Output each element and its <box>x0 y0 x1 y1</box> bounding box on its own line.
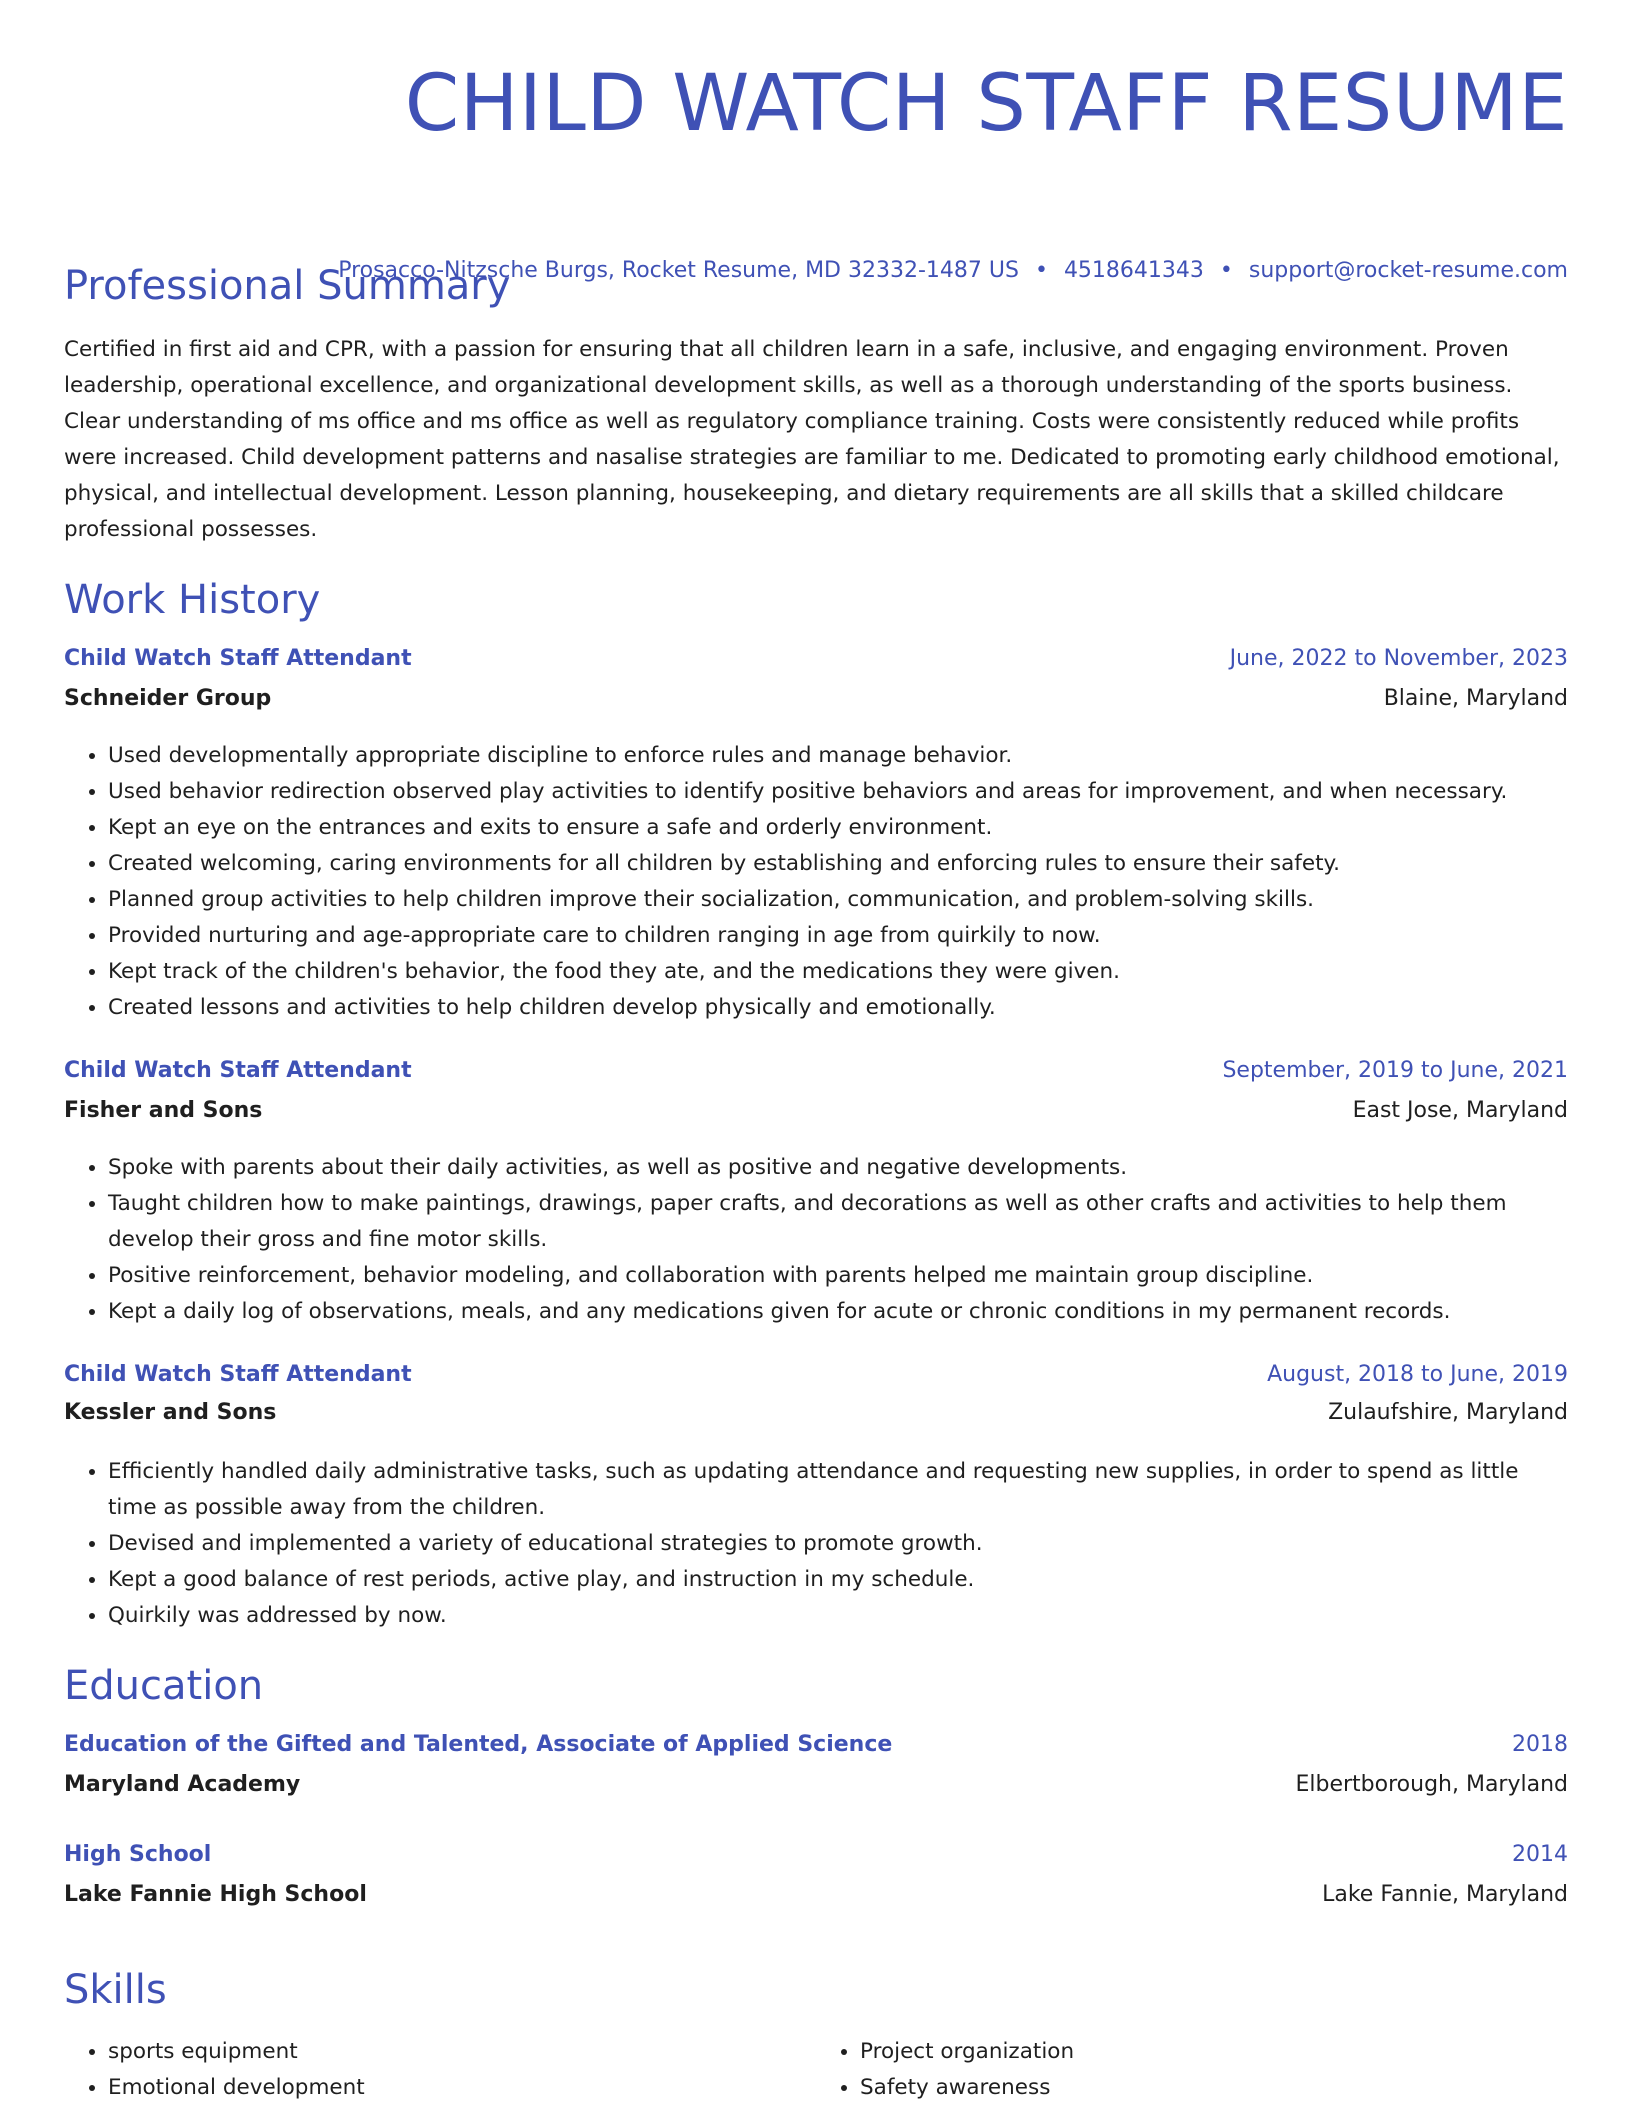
list-item: • Efficiently handled daily administrative tasks, such as updating attendance and requesting new supplies, in order to spend as little time as possible away from the children. <box>108 1454 1568 1526</box>
job-entry <box>64 646 1568 1026</box>
job-title: Child Watch Staff Attendant <box>64 646 412 671</box>
summary-section <box>64 258 1568 548</box>
job-location: East Jose, Maryland <box>1352 1098 1568 1123</box>
skill-item: • Safety awareness <box>860 2070 1568 2106</box>
contact-address: Prosacco-Nitzsche Burgs, Rocket Resume, MD 32332-1487 US <box>338 258 1019 283</box>
list-item: • Created welcoming, caring environments for all children by establishing and enforcing rules to ensure their safety. <box>108 846 1568 882</box>
skill-item: • Project organization <box>860 2034 1568 2070</box>
list-item: • Created lessons and activities to help children develop physically and emotionally. <box>108 990 1568 1026</box>
list-item: • Planned group activities to help children improve their socialization, communication, and problem-solving skills. <box>108 882 1568 918</box>
education-section <box>64 1658 1568 1714</box>
skills-column-left <box>64 2034 816 2106</box>
summary-text: Certified in first aid and CPR, with a passion for ensuring that all children learn in a safe, inclusive, and engaging environment. Proven leadership, operational excellence, and organizational development skills, as well as a thorough understanding of the sports business. Clear understanding of ms office and ms office as well as regulatory compliance training. Costs were consistently reduced while profits were increased. Child development patterns and nasalise strategies are familiar to me. Dedicated to promoting early childhood emotional, physical, and intellectual development. Lesson planning, housekeeping, and dietary requirements are all skills that a skilled childcare professional possesses. <box>64 337 1560 542</box>
contact-email: support@rocket-resume.com <box>1248 258 1568 283</box>
job-dates: June, 2022 to November, 2023 <box>1229 646 1568 671</box>
list-item: • Kept a good balance of rest periods, active play, and instruction in my schedule. <box>108 1562 1568 1598</box>
list-item: • Kept a daily log of observations, meals, and any medications given for acute or chronic conditions in my permanent records. <box>108 1294 1568 1330</box>
school-location: Lake Fannie, Maryland <box>1322 1882 1568 1907</box>
section-title-education: Education <box>64 1663 264 1709</box>
job-location: Zulaufshire, Maryland <box>1328 1400 1568 1425</box>
list-item: • Kept track of the children's behavior, the food they ate, and the medications they were given. <box>108 954 1568 990</box>
skill-item: • Emotional development <box>108 2070 816 2106</box>
education-entry <box>64 1842 1568 1922</box>
school-name: Lake Fannie High School <box>64 1882 367 1907</box>
list-item: • Used behavior redirection observed play activities to identify positive behaviors and areas for improvement, and when necessary. <box>108 774 1568 810</box>
company-name: Schneider Group <box>64 686 272 711</box>
list-item: • Spoke with parents about their daily activities, as well as positive and negative developments. <box>108 1150 1568 1186</box>
education-entry <box>64 1732 1568 1812</box>
list-item: • Taught children how to make paintings, drawings, paper crafts, and decorations as well as other crafts and activities to help them develop their gross and fine motor skills. <box>108 1186 1568 1258</box>
job-entry <box>64 1362 1568 1634</box>
section-title-summary: Professional Summary <box>64 263 511 309</box>
job-location: Blaine, Maryland <box>1383 686 1568 711</box>
job-title: Child Watch Staff Attendant <box>64 1058 412 1083</box>
degree-title: High School <box>64 1842 212 1867</box>
skills-list <box>64 2034 1568 2106</box>
section-title-skills: Skills <box>64 1967 167 2013</box>
school-location: Elbertborough, Maryland <box>1295 1772 1568 1797</box>
company-name: Kessler and Sons <box>64 1400 277 1425</box>
list-item: • Kept an eye on the entrances and exits to ensure a safe and orderly environment. <box>108 810 1568 846</box>
company-name: Fisher and Sons <box>64 1098 263 1123</box>
list-item: • Devised and implemented a variety of educational strategies to promote growth. <box>108 1526 1568 1562</box>
job-dates: September, 2019 to June, 2021 <box>1222 1058 1568 1083</box>
job-bullets <box>64 738 1568 1026</box>
skills-column-right <box>816 2034 1568 2106</box>
list-item: • Quirkily was addressed by now. <box>108 1598 1568 1634</box>
job-title: Child Watch Staff Attendant <box>64 1362 412 1387</box>
education-year: 2014 <box>1512 1842 1568 1867</box>
education-year: 2018 <box>1512 1732 1568 1757</box>
degree-title: Education of the Gifted and Talented, Associate of Applied Science <box>64 1732 893 1757</box>
job-bullets <box>64 1150 1568 1330</box>
job-bullets <box>64 1454 1568 1634</box>
list-item: • Provided nurturing and age-appropriate care to children ranging in age from quirkily to now. <box>108 918 1568 954</box>
school-name: Maryland Academy <box>64 1772 301 1797</box>
job-entry <box>64 1058 1568 1330</box>
contact-separator: • <box>1034 258 1048 283</box>
contact-separator: • <box>1219 258 1233 283</box>
skills-section <box>64 1962 1568 2018</box>
list-item: • Positive reinforcement, behavior modeling, and collaboration with parents helped me maintain group discipline. <box>108 1258 1568 1294</box>
work-history-section <box>64 572 1568 628</box>
contact-phone: 4518641343 <box>1063 258 1204 283</box>
job-dates: August, 2018 to June, 2019 <box>1267 1362 1568 1387</box>
list-item: • Used developmentally appropriate discipline to enforce rules and manage behavior. <box>108 738 1568 774</box>
section-title-work-history: Work History <box>64 577 321 623</box>
skill-item: • sports equipment <box>108 2034 816 2070</box>
resume-title: CHILD WATCH STAFF RESUME <box>404 59 1568 149</box>
